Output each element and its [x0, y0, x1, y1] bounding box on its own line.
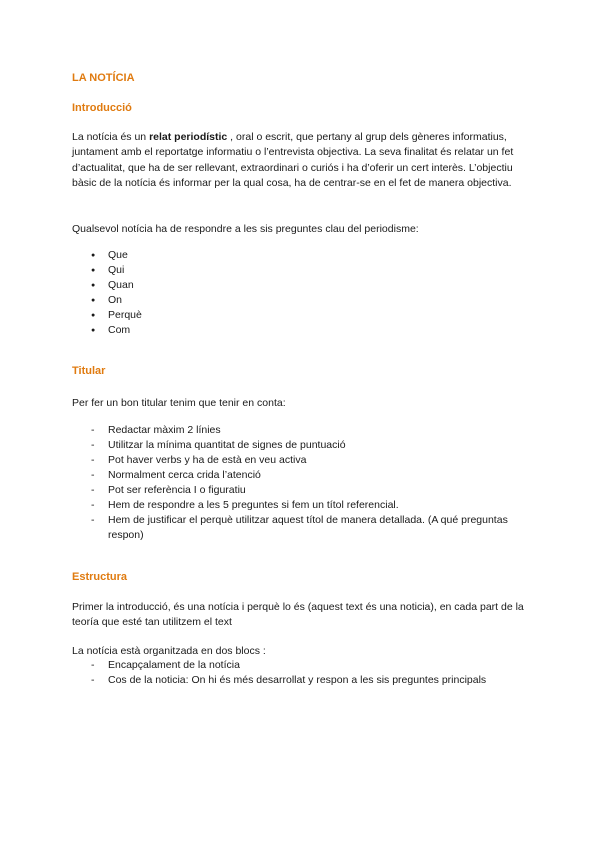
list-item: - Utilitzar la mínima quantitat de signes de puntuació	[72, 438, 512, 453]
estructura-paragraph: Primer la introducció, és una notícia i perquè lo és (aquest text és una noticia), en cada part de la teoría que esté tan utilitzem el text	[72, 601, 524, 629]
section-heading-titular: Titular	[72, 365, 106, 377]
section-heading-introduccio: Introducció	[72, 102, 132, 114]
titular-list	[72, 423, 512, 543]
intro-bold-term: relat periodístic	[149, 131, 228, 143]
intro-text-rest: , oral o escrit, que pertany al grup dels gèneres informatius, juntament amb el reportatge informatiu o l’entrevista objectiva. La seva finalitat és relatar un fet d’actualitat, que ha de ser rellevant, extraordinari o curiós i ha d’oferir un cert interès. L’objectiu bàsic de la notícia és informar per la qual cosa, ha de centrar-se en el fet de manera objectiva.	[72, 131, 514, 189]
list-item: ● Qui	[72, 263, 512, 278]
list-item: ● On	[72, 293, 512, 308]
intro-questions-lead: Qualsevol notícia ha de respondre a les sis preguntes clau del periodisme:	[72, 223, 419, 235]
intro-text-start: La notícia és un	[72, 131, 150, 143]
estructura-list	[72, 658, 512, 688]
list-item: - Cos de la noticia: On hi és més desarrollat y respon a les sis preguntes principals	[72, 673, 512, 688]
list-item: - Redactar màxim 2 línies	[72, 423, 512, 438]
list-item: - Encapçalament de la notícia	[72, 658, 512, 673]
titular-lead: Per fer un bon titular tenim que tenir en conta:	[72, 397, 286, 409]
list-item: ● Quan	[72, 278, 512, 293]
list-item: ● Que	[72, 248, 512, 263]
intro-paragraph	[72, 130, 532, 191]
document-title: LA NOTÍCIA	[72, 72, 135, 84]
section-heading-estructura: Estructura	[72, 571, 128, 583]
list-item: - Normalment cerca crida l’atenció	[72, 468, 512, 483]
estructura-blocks-lead: La notícia està organitzada en dos blocs :	[72, 645, 266, 657]
list-item: ● Com	[72, 323, 512, 338]
list-item: - Hem de respondre a les 5 preguntes si fem un títol referencial.	[72, 498, 512, 513]
list-item: - Pot ser referència I o figuratiu	[72, 483, 512, 498]
list-item: - Pot haver verbs y ha de està en veu activa	[72, 453, 512, 468]
list-item: ● Perquè	[72, 308, 512, 323]
list-item: - Hem de justificar el perquè utilitzar aquest títol de manera detallada. (A qué preguntas respon)	[72, 513, 512, 543]
questions-list	[72, 248, 512, 338]
